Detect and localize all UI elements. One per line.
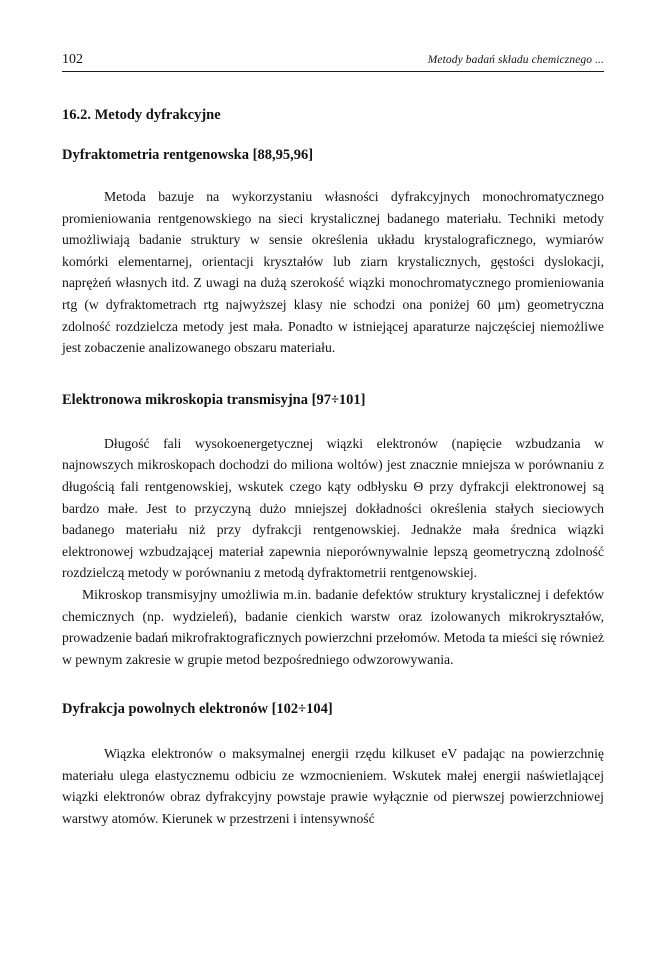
- subsection-heading-tem: Elektronowa mikroskopia transmisyjna [97÷101]: [62, 391, 366, 408]
- paragraph-tem-1: Długość fali wysokoenergetycznej wiązki elektronów (napięcie wzbudzania w najnowszych mikroskopach dochodzi do miliona woltów) jest znacznie mniejsza w porównaniu z długością fali rentgenowskiej, wskutek czego kąty odbłysku Θ przy dyfrakcji elektronowej są bardzo małe. Jest to przyczyną dużo mniejszej dokładności określenia stałych sieciowych badanego materiału niż przy dyfrakcji rentgenowskiej. Jednakże mała średnica wiązki elektronowej wzbudzającej materiał zapewnia nieporównywalnie lepszą geometryczną zdolność rozdzielczą metody w porównaniu z metodą dyfraktometrii rentgenowskiej.: [62, 435, 604, 581]
- paragraph-leed: Wiązka elektronów o maksymalnej energii rzędu kilkuset eV padając na powierzchnię materiału ulega elastycznemu odbiciu ze wzmocnieniem. Wskutek małej energii naświetlającej wiązki elektronów obraz dyfrakcyjny powstaje prawie wyłącznie od pierwszej powierzchniowej warstwy atomów. Kierunek w przestrzeni i intensywność: [62, 746, 604, 827]
- paragraph-xrd: Metoda bazuje na wykorzystaniu własności dyfrakcyjnych monochromatycznego promieniowania rentgenowskiego na sieci krystalicznej badanego materiału. Techniki metody umożliwiają badanie struktury w sensie określenia układu krystalograficznego, wymiarów komórki elementarnej, orientacji kryształów lub ziarn krystalicznych, gęstości dyslokacji, naprężeń własnych itd. Z uwagi na dużą szerokość wiązki monochromatycznego promieniowania rtg (w dyfraktometrach rtg najwyższej klasy nie schodzi ona poniżej 60 μm) geometryczna zdolność rozdzielcza metody jest mała. Ponadto w istniejącej aparaturze najczęściej niemożliwe jest zobaczenie analizowanego obszaru materiału.: [62, 189, 604, 356]
- section-title: 16.2. Metody dyfrakcyjne: [62, 107, 221, 123]
- running-header: [62, 52, 604, 72]
- chapter-title: Metody badań składu chemicznego ...: [427, 54, 604, 66]
- subsection-heading-xrd: Dyfraktometria rentgenowska [88,95,96]: [62, 147, 314, 163]
- book-page: [62, 52, 604, 830]
- page-number: 102: [62, 52, 83, 67]
- paragraph-tem-2: Mikroskop transmisyjny umożliwia m.in. badanie defektów struktury krystalicznej i defektów chemicznych (np. wydzieleń), badanie cienkich warstw oraz izolowanych mikrokryształów, prowadzenie badań mikrofraktograficznych powierzchni przełomów. Metoda ta mieści się również w pewnym zakresie w grupie metod bezpośredniego odwzorowywania.: [62, 586, 604, 667]
- subsection-heading-leed: Dyfrakcja powolnych elektronów [102÷104]: [62, 701, 333, 718]
